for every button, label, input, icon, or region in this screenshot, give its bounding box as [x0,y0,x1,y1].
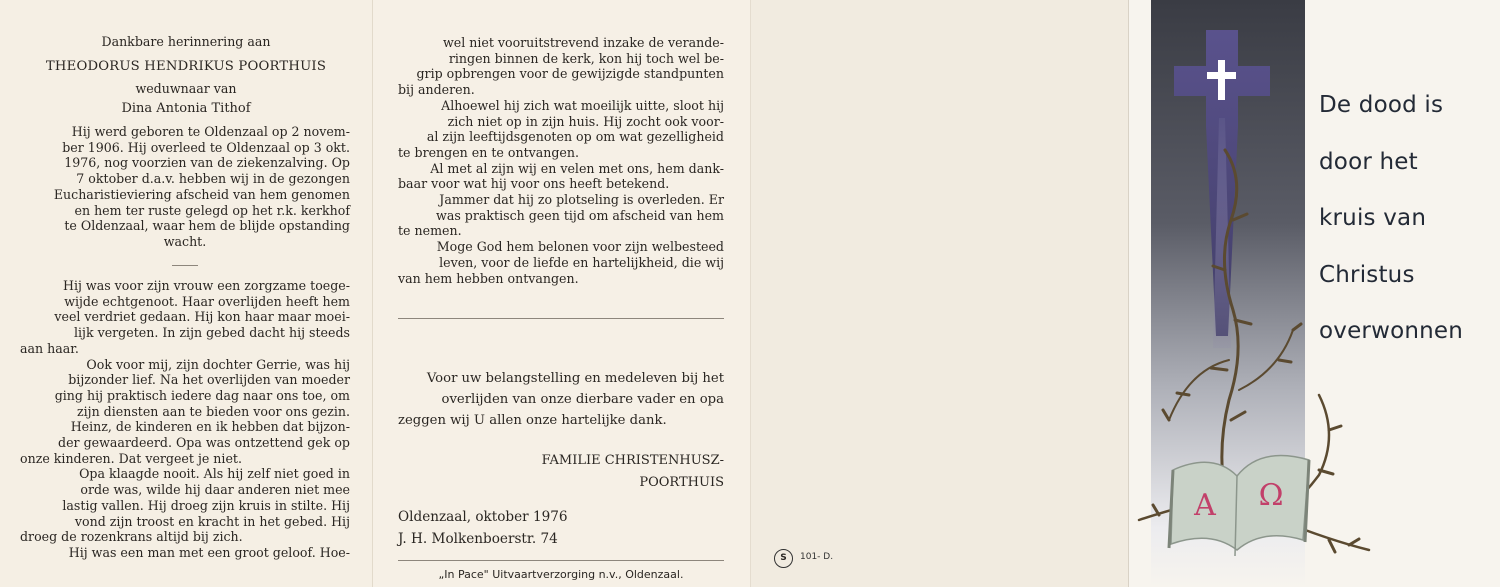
text-line: Voor uw belangstelling en medeleven bij het [426,371,724,386]
text-line: lastig vallen. Hij droeg zijn kruis in stilte. Hij [62,497,350,513]
card-panel-left [0,0,372,587]
deceased-name: THEODORUS HENDRIKUS POORTHUIS [45,59,327,74]
card-panel-cover [1128,0,1500,587]
text-line: Jammer dat hij zo plotseling is overleden. Er [439,192,724,208]
text-line: Opa klaagde nooit. Als hij zelf niet goed in [79,466,350,482]
text-line: en hem ter ruste gelegd op het r.k. kerkhof [74,202,350,218]
text-line: 1976, nog voorzien van de ziekenzalving. Op [64,155,350,171]
address: J. H. Molkenboerstr. 74 [398,531,558,547]
text-line: grip opbrengen voor de gewijzigde standpunten [416,66,724,82]
memory-paragraph-continued [398,35,724,286]
text-line: lijk vergeten. In zijn gebed dacht hij steeds [74,325,350,341]
thanks-paragraph [398,368,724,431]
text-line: ber 1906. Hij overleed te Oldenzaal op 3 okt. [62,139,350,155]
family-name-line1: FAMILIE CHRISTENHUSZ- [541,453,724,468]
card-panel-blank [750,0,1128,587]
family-name-line2: POORTHUIS [639,475,724,490]
text-line: te Oldenzaal, waar hem de blijde opstanding [64,218,350,234]
divider [398,318,724,319]
text-line: Heinz, de kinderen en ik hebben dat bijzon- [70,419,350,435]
printer-logo-icon: S [774,549,793,568]
text-line: Ook voor mij, zijn dochter Gerrie, was hij [86,356,350,372]
text-line: Moge God hem belonen voor zijn welbesteed [436,239,724,255]
text-line: baar voor wat hij voor ons heeft betekend. [398,176,670,192]
text-line: der gewaardeerd. Opa was ontzettend gek op [58,435,350,451]
slogan-line: door het [1319,149,1418,175]
divider [172,265,198,266]
text-line: ringen binnen de kerk, kon hij toch wel be- [448,50,724,66]
text-line: leven, voor de liefde en hartelijkheid, die wij [439,254,724,270]
text-line: ging hij praktisch iedere dag naar ons toe, om [54,387,350,403]
text-line: zijn diensten aan te bieden voor ons gezin. [77,403,350,419]
printer-credit: „In Pace" Uitvaartverzorging n.v., Oldenzaal. [438,568,684,581]
text-line: Al met al zijn wij en velen met ons, hem dank- [430,160,724,176]
omega-glyph-icon: Ω [1258,478,1284,513]
text-line: Hij werd geboren te Oldenzaal op 2 novem- [71,124,350,139]
biography-paragraph [20,124,350,250]
text-line: veel verdriet gedaan. Hij kon haar maar moei- [54,309,350,325]
text-line: 7 oktober d.a.v. hebben wij in de gezongen [76,171,350,187]
place-date: Oldenzaal, oktober 1976 [398,509,568,525]
text-line: overlijden van onze dierbare vader en opa [441,392,724,407]
slogan-line: kruis van [1319,205,1427,231]
text-line: droeg de rozenkrans altijd bij zich. [20,529,243,545]
text-line: vond zijn troost en kracht in het gebed. Hij [74,513,350,529]
text-line: Alhoewel hij zich wat moeilijk uitte, sloot hij [441,97,724,113]
text-line: zeggen wij U allen onze hartelijke dank. [398,413,667,428]
text-line: Hij was een man met een groot geloof. Hoe- [68,544,350,560]
text-line: Eucharistieviering afscheid van hem genomen [53,186,350,202]
alpha-glyph-icon: A [1194,488,1216,523]
text-line: bijzonder lief. Na het overlijden van moeder [68,372,350,388]
text-line: te brengen en te ontvangen. [398,144,579,160]
text-line: te nemen. [398,223,462,239]
memory-paragraph [20,278,350,561]
text-line: zich niet op in zijn huis. Hij zocht ook voor- [447,113,724,129]
text-line: orde was, wilde hij daar anderen niet mee [80,482,350,498]
text-line: Hij was voor zijn vrouw een zorgzame toege- [63,278,350,293]
cross-and-book-artwork [1129,0,1500,587]
text-line: aan haar. [20,340,79,356]
text-line: van hem hebben ontvangen. [398,270,579,286]
print-code: 101- D. [800,552,834,562]
text-line: wacht. [163,233,207,249]
text-line: bij anderen. [398,82,475,98]
divider [398,560,724,561]
slogan-line: De dood is [1319,92,1444,118]
text-line: al zijn leeftijdsgenoten op om wat gezelligheid [426,129,724,145]
card-panel-middle [372,0,750,587]
slogan-line: Christus [1319,262,1415,288]
slogan-line: overwonnen [1319,318,1464,344]
text-line: wijde echtgenoot. Haar overlijden heeft hem [64,293,350,309]
text-line: wel niet vooruitstrevend inzake de verande- [442,35,724,50]
wife-name: Dina Antonia Tithof [121,101,251,116]
text-line: onze kinderen. Dat vergeet je niet. [20,450,242,466]
open-book-icon [1169,456,1309,556]
widower-line: weduwnaar van [135,81,237,96]
text-line: was praktisch geen tijd om afscheid van hem [436,207,724,223]
intro-line: Dankbare herinnering aan [101,34,271,49]
